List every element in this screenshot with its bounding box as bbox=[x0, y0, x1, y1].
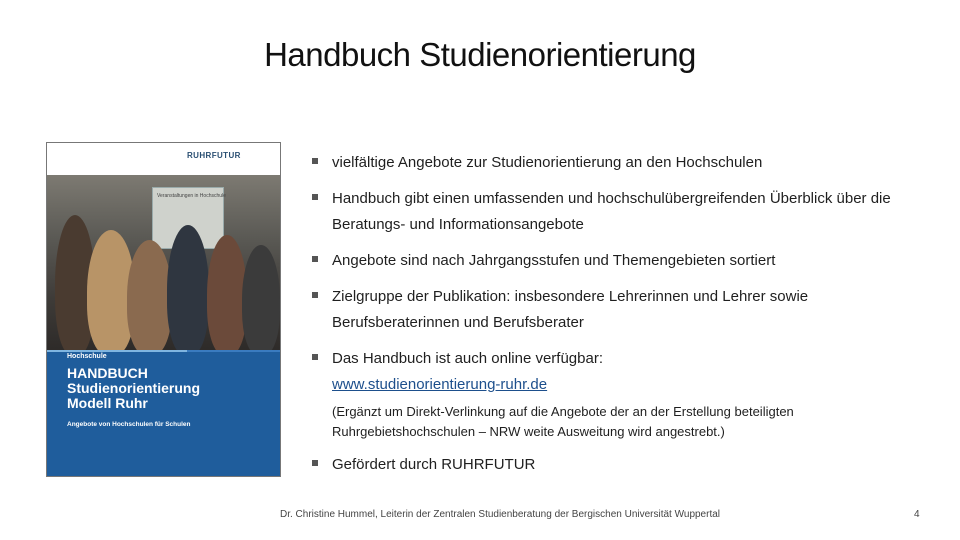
cover-subtitle: Angebote von Hochschulen für Schulen bbox=[67, 421, 191, 428]
cover-heading-line3: Modell Ruhr bbox=[67, 395, 148, 411]
website-link[interactable]: www.studienorientierung-ruhr.de bbox=[332, 376, 548, 393]
bullet-text: Das Handbuch ist auch online verfügbar: bbox=[332, 350, 603, 367]
person-silhouette bbox=[127, 240, 172, 355]
bullet-item bbox=[312, 150, 912, 176]
page-number: 4 bbox=[914, 509, 920, 520]
bullet-text: vielfältige Angebote zur Studienorientierung an den Hochschulen bbox=[332, 154, 763, 171]
bullet-note: (Ergänzt um Direkt-Verlinkung auf die Angebote der an der Erstellung beteiligten Ruhrgebietshochschulen – NRW weite Ausweitung wird angestrebt.) bbox=[332, 404, 794, 439]
bullet-list bbox=[312, 150, 912, 478]
handbook-cover-image bbox=[46, 142, 281, 477]
bullet-item bbox=[312, 248, 912, 274]
bullet-item bbox=[312, 452, 912, 478]
person-silhouette bbox=[207, 235, 247, 355]
bullet-item bbox=[312, 346, 912, 442]
bullet-text: Handbuch gibt einen umfassenden und hochschulübergreifenden Überblick über die Beratungs- und Informationsangebote bbox=[332, 190, 891, 233]
bullet-text: Angebote sind nach Jahrgangsstufen und Themengebieten sortiert bbox=[332, 252, 776, 269]
bullet-item bbox=[312, 284, 912, 336]
slide-footer: Dr. Christine Hummel, Leiterin der Zentralen Studienberatung der Bergischen Universität Wuppertal bbox=[279, 509, 721, 520]
cover-heading-line2: Studienorientierung bbox=[67, 380, 200, 396]
person-silhouette bbox=[167, 225, 209, 355]
cover-heading bbox=[67, 366, 200, 411]
cover-brand-logo: RUHRFUTUR bbox=[187, 151, 241, 160]
cover-photo-students bbox=[47, 175, 280, 352]
person-silhouette bbox=[242, 245, 280, 355]
bullet-item bbox=[312, 186, 912, 238]
cover-board-text: Veranstaltungen in Hochschule bbox=[157, 193, 226, 199]
bullet-text: Zielgruppe der Publikation: insbesondere Lehrerinnen und Lehrer sowie Berufsberaterinnen und Berufsberater bbox=[332, 288, 809, 331]
cover-heading-line1: HANDBUCH bbox=[67, 365, 148, 381]
slide-title: Handbuch Studienorientierung bbox=[264, 36, 696, 73]
cover-label: Hochschule bbox=[67, 353, 107, 360]
bullet-text: Gefördert durch RUHRFUTUR bbox=[332, 456, 536, 473]
cover-header bbox=[47, 143, 280, 175]
